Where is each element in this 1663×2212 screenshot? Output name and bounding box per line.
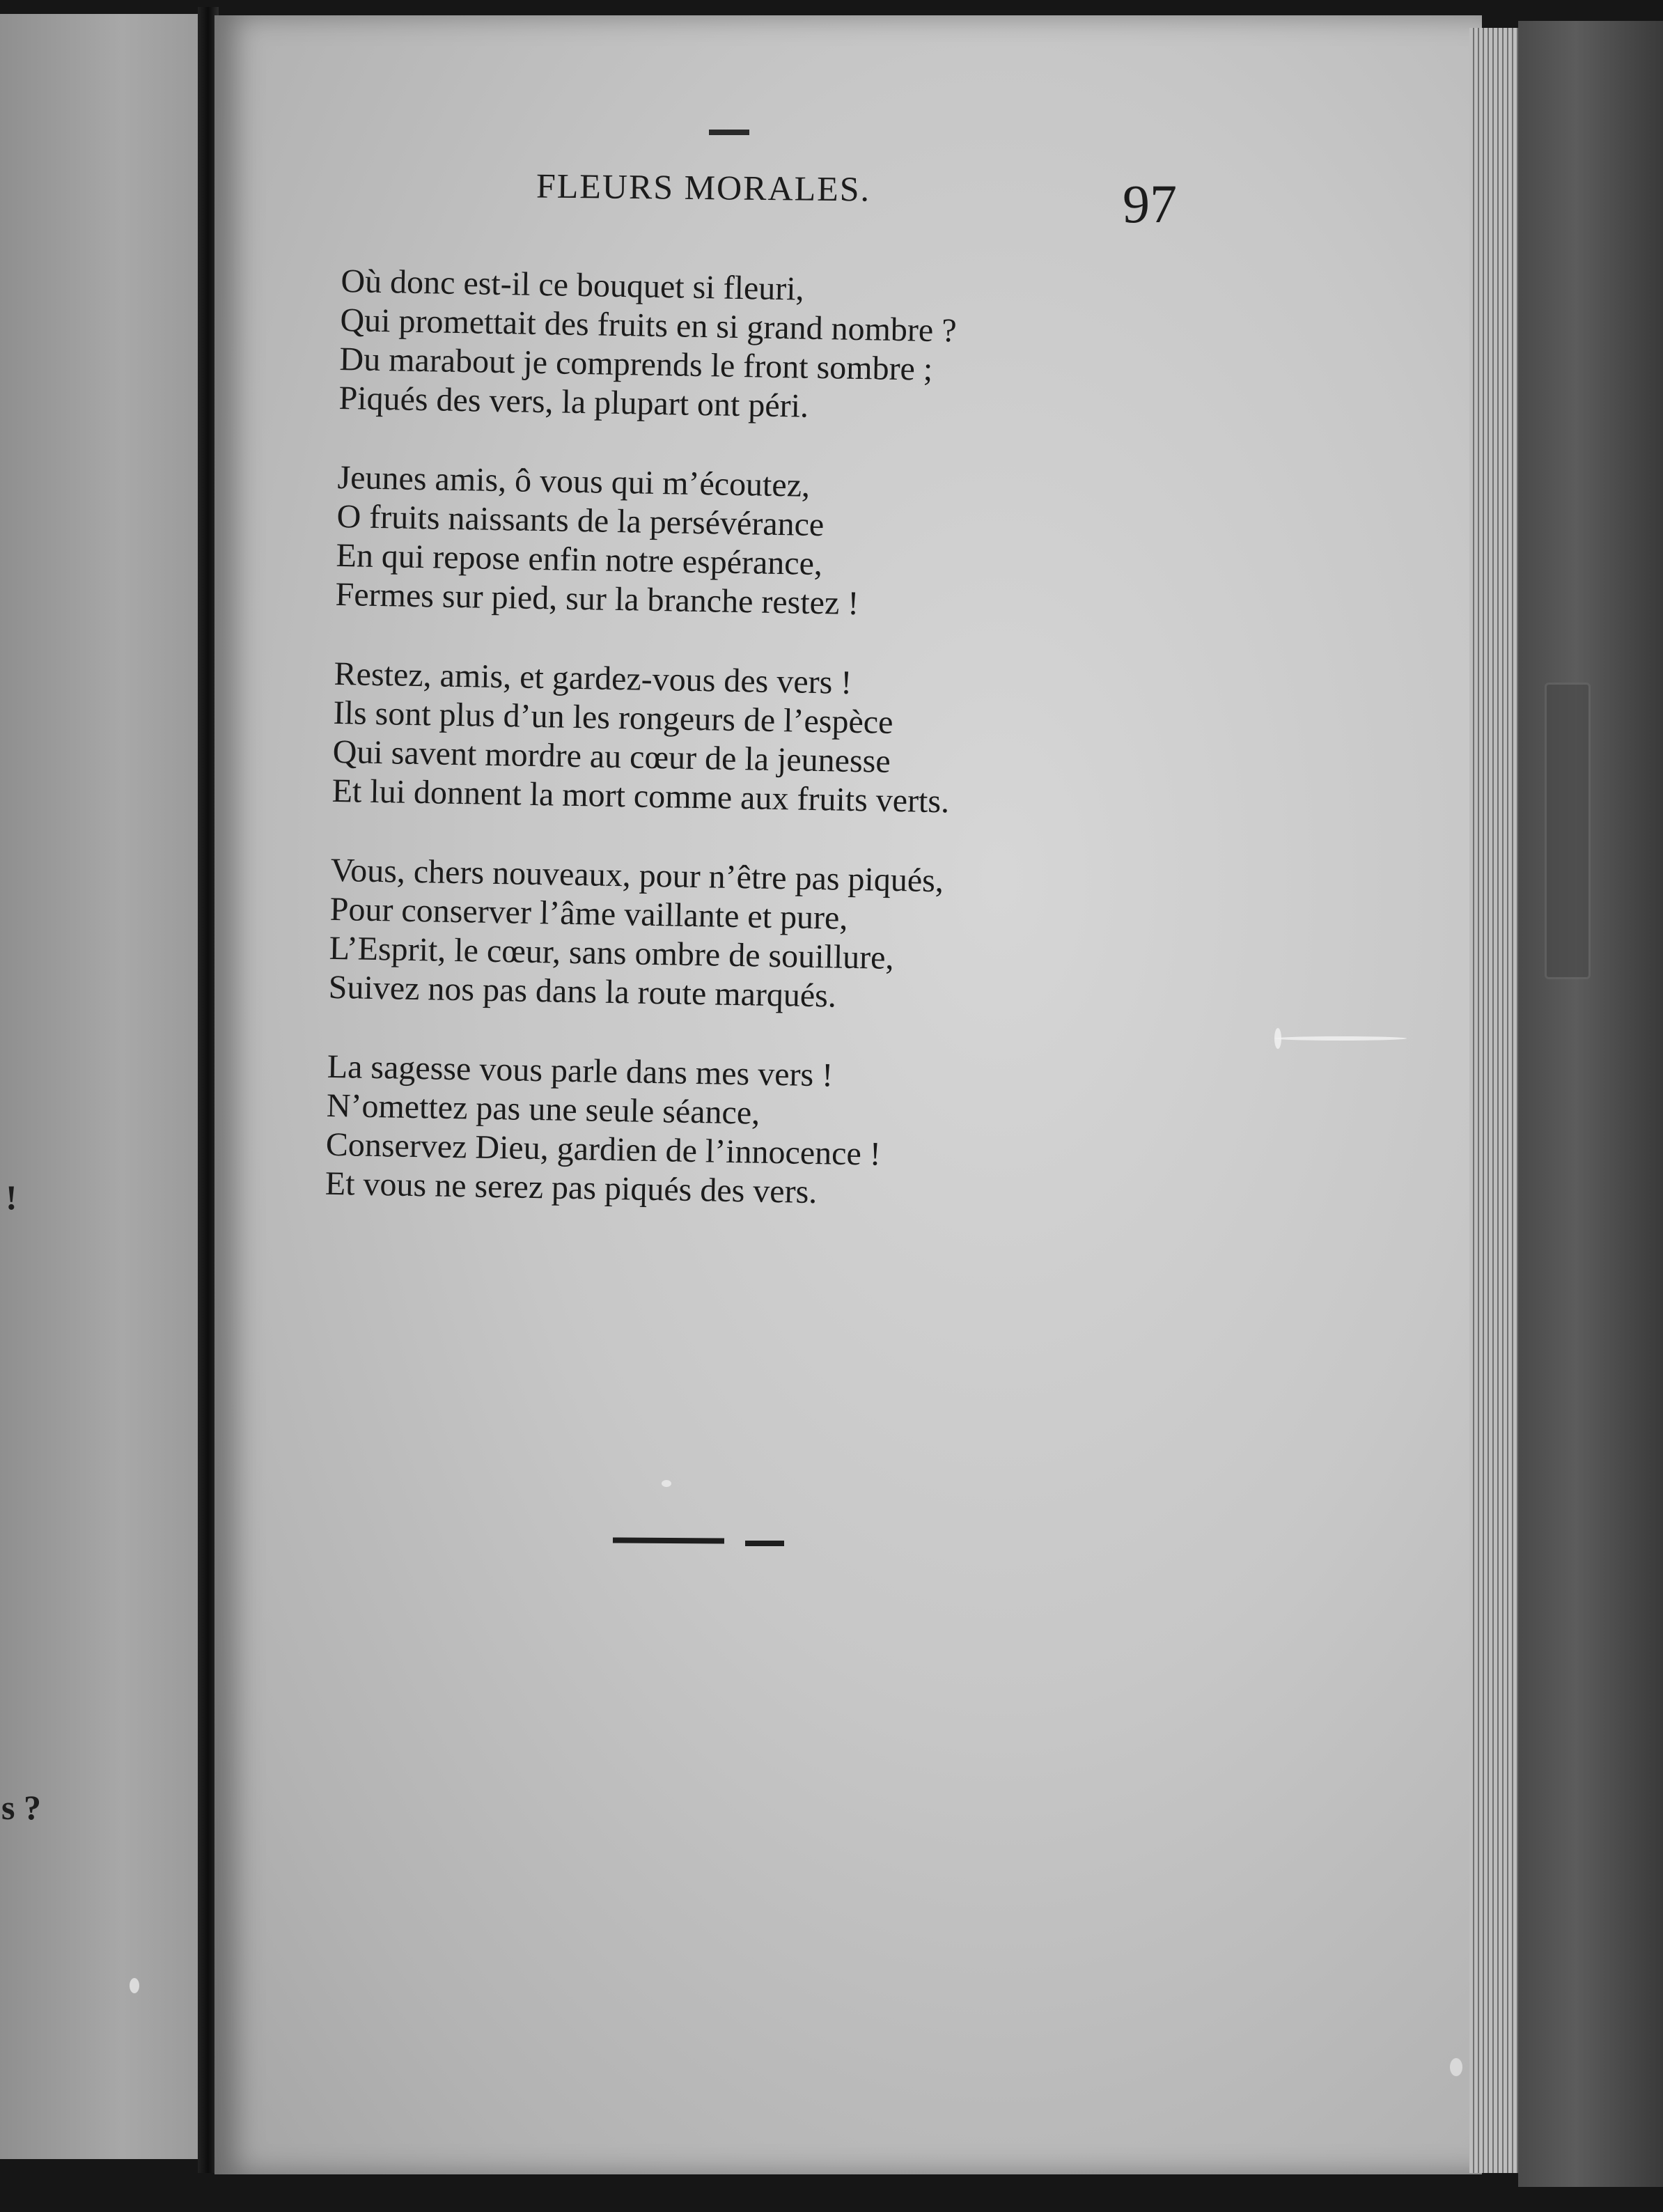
page-stack-edges	[1469, 28, 1518, 2173]
verse-line: Ils sont plus d’un les rongeurs de l’espèce	[333, 694, 893, 741]
verse-line: Conservez Dieu, gardien de l’innocence !	[325, 1126, 882, 1173]
running-title: FLEURS MORALES.	[536, 166, 871, 209]
verse-line: L’Esprit, le cœur, sans ombre de souillure,	[329, 929, 894, 976]
verse-line: Piqués des vers, la plupart ont péri.	[338, 379, 809, 425]
verse-line: Jeunes amis, ô vous qui m’écoutez,	[337, 458, 811, 504]
verse-line: Et lui donnent la mort comme aux fruits verts.	[331, 772, 950, 820]
verse-line: Restez, amis, et gardez-vous des vers !	[334, 655, 852, 701]
stanza	[325, 1047, 1205, 1219]
end-ornament-dash	[745, 1541, 784, 1546]
verse-line: Qui savent mordre au cœur de la jeunesse	[332, 733, 891, 780]
stanza	[331, 655, 1212, 826]
verse-line: Qui promettait des fruits en si grand nombre ?	[340, 301, 957, 350]
verse-line: Vous, chers nouveaux, pour n’être pas piqués,	[330, 851, 944, 900]
end-ornament-rule	[613, 1537, 724, 1543]
page-number: 97	[1123, 173, 1177, 234]
verse-line: O fruits naissants de la persévérance	[336, 497, 825, 544]
scan-artifact	[1274, 1028, 1281, 1049]
previous-page-fragment: !	[6, 1178, 17, 1217]
verse-line: N’omettez pas une seule séance,	[326, 1086, 760, 1132]
stanza	[338, 262, 1219, 433]
scan-artifact	[130, 1978, 139, 1993]
verse-line: Fermes sur pied, sur la branche restez !	[335, 575, 859, 623]
verse-line: Et vous ne serez pas piqués des vers.	[325, 1165, 818, 1211]
scan-artifact	[1274, 1036, 1407, 1041]
header-rule	[709, 130, 749, 135]
stanza	[328, 851, 1208, 1022]
verse-line: La sagesse vous parle dans mes vers !	[327, 1047, 834, 1094]
scan-artifact	[662, 1480, 671, 1487]
cover-marking	[1545, 683, 1591, 979]
verse-line: En qui repose enfin notre espérance,	[336, 536, 823, 583]
verse-line: Du marabout je comprends le front sombre ;	[339, 340, 933, 388]
verse-line: Pour conserver l’âme vaillante et pure,	[329, 890, 848, 937]
stanza	[335, 458, 1215, 630]
previous-page-fragment: s ?	[1, 1788, 41, 1827]
poem	[324, 262, 1218, 1259]
scan-artifact	[1450, 2058, 1462, 2076]
verse-line: Suivez nos pas dans la route marqués.	[328, 968, 837, 1015]
verse-line: Où donc est-il ce bouquet si fleuri,	[341, 262, 805, 308]
previous-page-edge	[0, 14, 203, 2159]
book-cover	[1518, 21, 1663, 2187]
